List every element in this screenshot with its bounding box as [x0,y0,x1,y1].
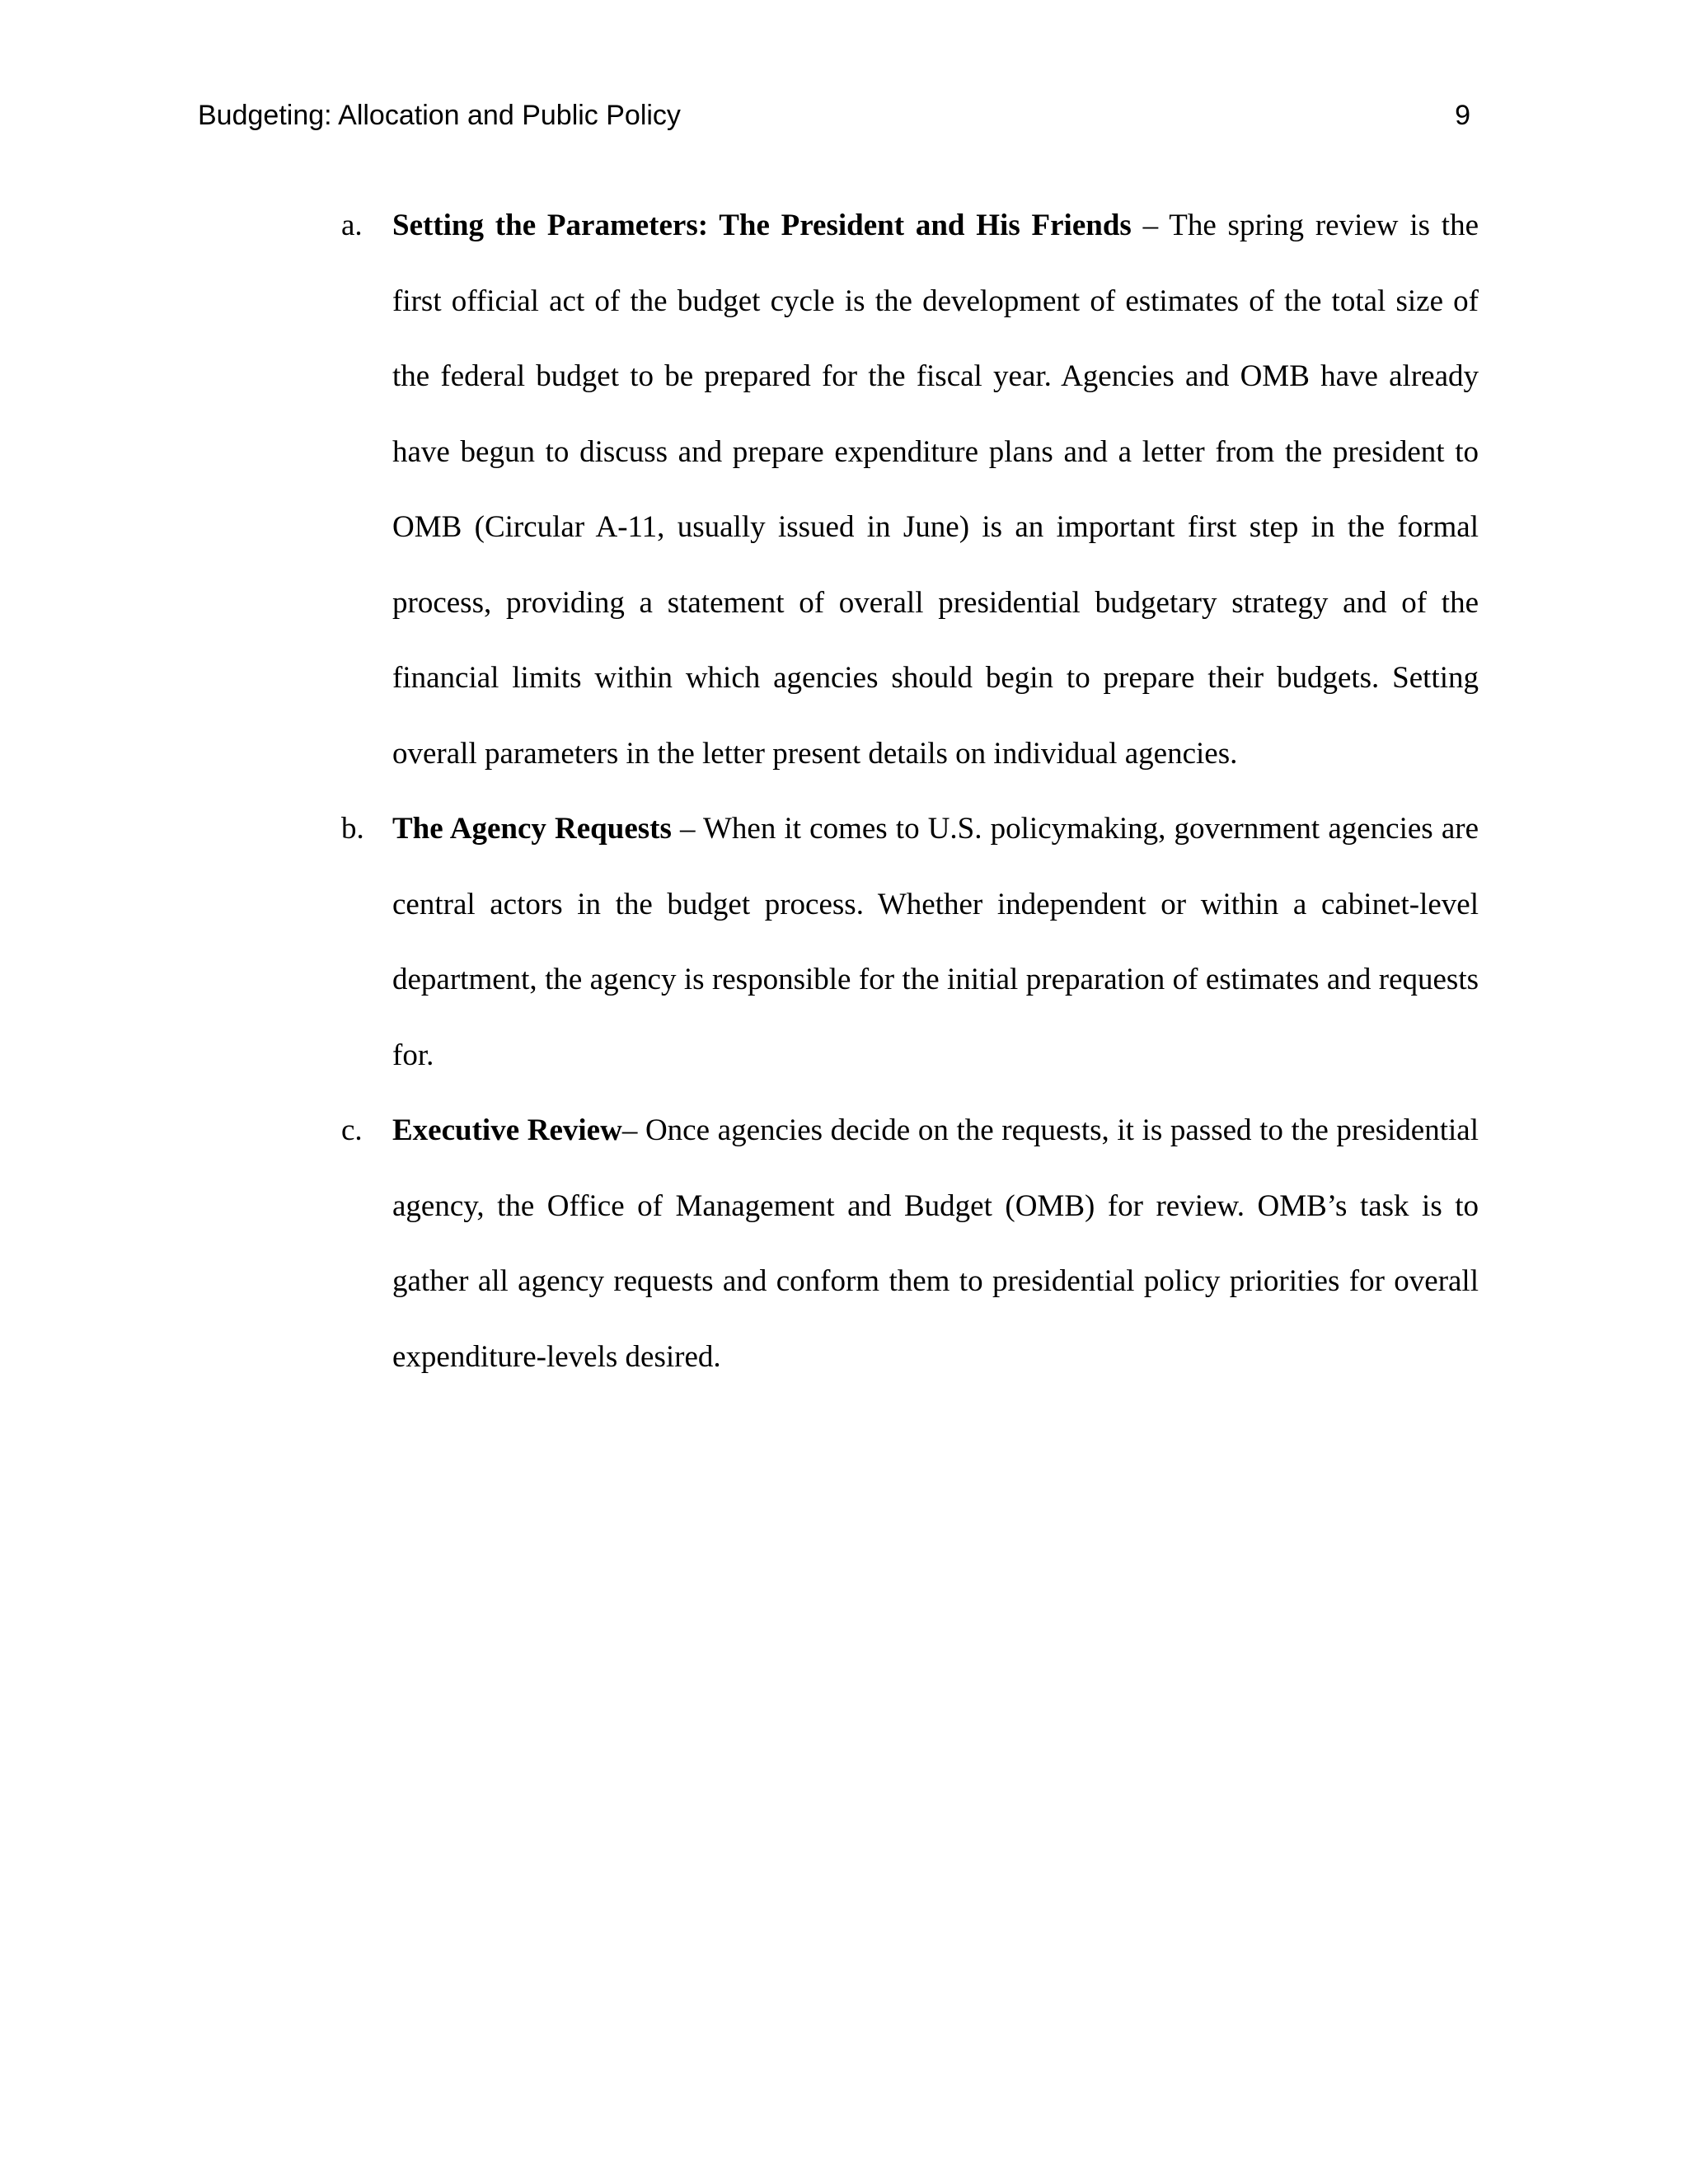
item-text: – When it comes to U.S. policymaking, government agencies are central actors in the budget process. Whether independent or within a cabinet-level department, the agency is responsible for the initial preparation of estimates and requests for. [392,812,1479,1072]
page-number: 9 [1455,100,1470,131]
item-title: Executive Review [392,1113,622,1147]
list-item-executive-review [341,1093,1479,1394]
item-text: – Once agencies decide on the requests, it is passed to the presidential agency, the Office of Management and Budget (OMB) for review. OMB’s task is to gather all agency requests and conform them to presidential policy priorities for overall expenditure-levels desired. [392,1113,1479,1374]
budget-process-list [341,188,1479,1394]
list-item-agency-requests [341,791,1479,1093]
list-marker: a. [341,209,363,242]
list-marker: b. [341,812,364,846]
running-head: Budgeting: Allocation and Public Policy [198,100,681,131]
item-title: The Agency Requests [392,812,672,846]
item-text: – The spring review is the first official act of the budget cycle is the development of estimates of the total size of the federal budget to be prepared for the fiscal year. Agencies and OMB have already have begun to discuss and prepare expenditure plans and a letter from the president to OMB (Circular A-11, usually issued in June) is an important first step in the formal process, providing a statement of overall presidential budgetary strategy and of the financial limits within which agencies should begin to prepare their budgets. Setting overall parameters in the letter present details on individual agencies. [392,209,1479,771]
list-item-setting-parameters [341,188,1479,791]
item-title: Setting the Parameters: The President and His Friends [392,209,1132,242]
list-marker: c. [341,1113,363,1147]
